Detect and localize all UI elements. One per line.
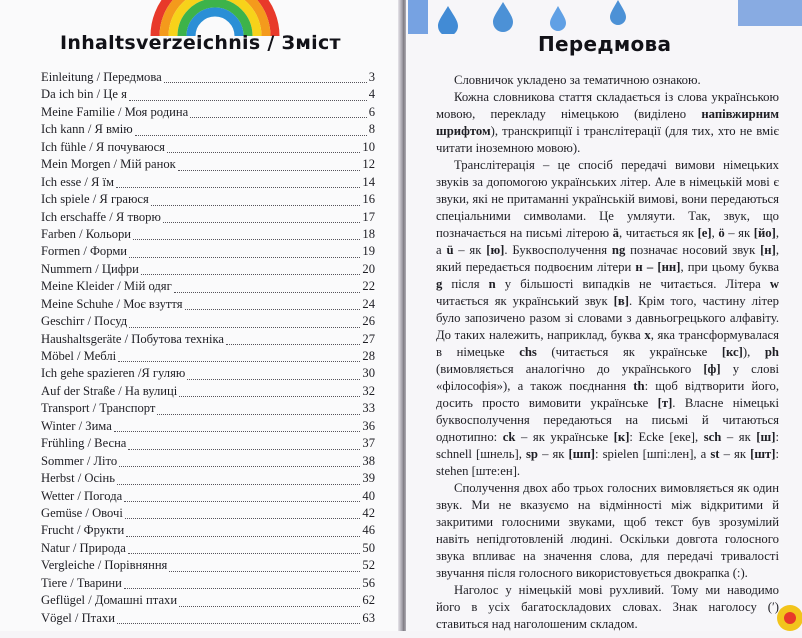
toc-leader-dots: [128, 552, 361, 554]
toc-entry-page: 26: [362, 314, 375, 329]
toc-entry-title: Tiere / Тварини: [41, 575, 122, 590]
text-run: – як українське: [515, 430, 614, 444]
toc-entry-title: Ich fühle / Я почуваюся: [41, 139, 165, 154]
text-run: . Крім того, частину літер було запозичено разом зі словами з давньогрецького алфавіту. До таких належить, наприклад, буква: [436, 294, 779, 342]
toc-entry-page: 38: [362, 453, 375, 468]
toc-entry-title: Gemüse / Овочі: [41, 505, 123, 520]
toc-entry-page: 28: [362, 349, 375, 363]
toc-entry: [41, 122, 375, 139]
toc-entry-page: 52: [362, 558, 375, 573]
drop-icon: [438, 6, 458, 34]
toc-entry-page: 16: [362, 192, 375, 207]
toc-entry-page: 33: [362, 401, 375, 416]
text-run: : щоб відтворити його, досить просто вимовити українське: [436, 379, 779, 410]
bold-term: w: [769, 277, 779, 291]
text-run: – як: [719, 447, 751, 461]
toc-leader-dots: [116, 186, 360, 188]
bold-term: x: [644, 328, 651, 342]
toc-leader-dots: [125, 517, 361, 519]
toc-entry-page: 3: [368, 70, 375, 84]
toc-leader-dots: [163, 221, 361, 223]
toc-entry-title: Auf der Straße / На вулиці: [41, 383, 178, 398]
text-run: у слові «філософія»), а також поєднання: [436, 362, 779, 393]
toc-leader-dots: [114, 430, 361, 432]
toc-entry-title: Ich spiele / Я граюся: [41, 192, 149, 207]
bold-term: [в]: [613, 294, 629, 308]
toc-entry: [41, 489, 375, 506]
bold-term: [к]: [613, 430, 630, 444]
toc-entry: [41, 506, 375, 523]
text-run: Транслітерація – це спосіб передачі вимови німецьких звуків за допомогою українських літер. Але в німецькій мові є звуки, які не притаманні українській вимові, вони передаються спеціальними символами. Це умляути. Так, звук, що позначається на письмі літерою: [436, 158, 779, 240]
contents-title: Inhaltsverzeichnis / Зміст: [60, 32, 341, 54]
toc-entry-page: 62: [362, 593, 375, 608]
toc-entry-title: Farben / Кольори: [41, 226, 132, 241]
toc-leader-dots: [119, 465, 360, 467]
toc-entry: [41, 471, 375, 488]
toc-entry: [41, 210, 375, 227]
toc-entry: [41, 175, 375, 192]
toc-entry-title: Wetter / Погода: [41, 488, 123, 503]
toc-entry-title: Geflügel / Домашні птахи: [41, 593, 178, 608]
toc-entry-title: Winter / Зима: [41, 418, 112, 433]
bold-term: ng: [611, 243, 626, 257]
toc-entry-title: Meine Familie / Моя родина: [41, 104, 189, 119]
text-run: Наголос у німецькій мові рухливий. Тому ми наводимо його в усіх багатоскладових словах. Знак наголосу (ʹ) ставиться над наголошеним складом.: [436, 583, 779, 631]
toc-leader-dots: [185, 308, 361, 310]
toc-entry: [41, 279, 375, 296]
toc-entry-page: 6: [368, 104, 375, 119]
toc-entry-page: 30: [362, 366, 375, 381]
toc-entry-page: 37: [362, 436, 375, 451]
toc-entry-page: 32: [362, 383, 375, 398]
text-run: . Власне німецькі буквосполучення передаються на письмі й читаються однотипно:: [436, 396, 779, 444]
bold-term: ck: [502, 430, 516, 444]
bold-term: н – [нн]: [635, 260, 681, 274]
bold-term: ü: [446, 243, 454, 257]
toc-entry: [41, 611, 375, 628]
toc-entry-page: 17: [362, 209, 375, 224]
toc-entry-title: Haushaltsgeräte / Побутова техніка: [41, 331, 224, 346]
toc-entry-title: Vögel / Птахи: [41, 610, 115, 625]
toc-entry: [41, 419, 375, 436]
bold-term: n: [488, 277, 496, 291]
preface-title: Передмова: [538, 32, 672, 56]
toc-entry: [41, 366, 375, 383]
preface-paragraph: [436, 480, 779, 582]
toc-entry: [41, 227, 375, 244]
toc-entry-page: 19: [362, 244, 375, 259]
text-run: ,: [711, 226, 719, 240]
toc-entry-page: 36: [362, 418, 375, 433]
toc-entry-page: 10: [362, 139, 375, 154]
toc-entry-title: Herbst / Осінь: [41, 471, 116, 486]
toc-entry: [41, 523, 375, 540]
decor-block: [408, 0, 428, 34]
toc-entry: [41, 332, 375, 349]
toc-entry-page: 27: [362, 331, 375, 346]
toc-leader-dots: [133, 238, 360, 240]
toc-entry-page: 39: [362, 471, 375, 486]
text-run: , при цьому буква: [680, 260, 779, 274]
text-run: у більшості випадків не читається. Літера: [495, 277, 770, 291]
toc-leader-dots: [135, 134, 367, 136]
toc-entry-page: 20: [362, 261, 375, 276]
toc-leader-dots: [187, 378, 360, 380]
toc-entry: [41, 140, 375, 157]
text-run: Кожна словникова стаття складається із слова українською мовою, перекладу німецькою (виділено: [436, 90, 779, 121]
toc-entry-page: 50: [362, 540, 375, 555]
bold-term: sch: [703, 430, 722, 444]
toc-entry-page: 18: [362, 226, 375, 241]
toc-entry: [41, 384, 375, 401]
toc-entry: [41, 70, 375, 87]
bold-term: g: [436, 277, 443, 291]
toc-entry: [41, 349, 375, 366]
toc-leader-dots: [128, 448, 360, 450]
toc-entry-title: Frühling / Весна: [41, 436, 127, 451]
bold-term: [кс]: [721, 345, 743, 359]
bold-term: st: [710, 447, 720, 461]
toc-leader-dots: [178, 169, 361, 171]
toc-leader-dots: [164, 81, 367, 83]
toc-entry-page: 63: [362, 610, 375, 625]
toc-entry: [41, 297, 375, 314]
table-of-contents: [41, 70, 375, 628]
toc-entry-title: Ich gehe spazieren /Я гуляю: [41, 366, 186, 381]
preface-paragraph: [436, 157, 779, 480]
flower-icon: [770, 598, 802, 638]
toc-entry: [41, 454, 375, 471]
preface-paragraph: [436, 89, 779, 157]
bold-term: [ш]: [756, 430, 776, 444]
text-run: читається як український звук: [436, 294, 614, 308]
text-run: : stehen [ште:ен].: [436, 447, 780, 478]
text-run: . Буквосполучення: [504, 243, 612, 257]
text-run: , який передається подвоєним літери: [436, 243, 780, 274]
toc-entry: [41, 87, 375, 104]
text-run: – як: [724, 226, 754, 240]
drop-icon: [550, 6, 566, 31]
toc-entry: [41, 558, 375, 575]
toc-leader-dots: [129, 326, 360, 328]
bold-term: [ф]: [703, 362, 721, 376]
toc-entry-title: Meine Kleider / Мій одяг: [41, 279, 172, 294]
toc-entry-page: 14: [362, 174, 375, 189]
text-run: – як: [453, 243, 487, 257]
toc-leader-dots: [169, 570, 360, 572]
toc-leader-dots: [124, 587, 361, 589]
toc-entry-title: Formen / Форми: [41, 244, 128, 259]
toc-entry-page: 8: [368, 122, 375, 137]
preface-paragraph: [436, 72, 779, 89]
preface-text: [436, 72, 779, 633]
toc-leader-dots: [129, 256, 360, 258]
toc-entry-title: Ich kann / Я вмію: [41, 122, 133, 137]
toc-leader-dots: [167, 151, 360, 153]
toc-entry: [41, 541, 375, 558]
bold-term: ä: [612, 226, 620, 240]
drop-icon: [493, 2, 513, 32]
text-run: , а: [436, 226, 779, 257]
toc-entry-title: Sommer / Літо: [41, 453, 118, 468]
toc-entry-page: 42: [362, 505, 375, 520]
text-run: : spielen [шпі:лен], а: [595, 447, 711, 461]
bold-term: [т]: [657, 396, 673, 410]
toc-entry-title: Natur / Природа: [41, 540, 126, 555]
text-run: ),: [742, 345, 765, 359]
bold-term: [шт]: [750, 447, 776, 461]
bold-term: ph: [764, 345, 779, 359]
text-run: ), транскрипції і транслітерації (для тих, хто не вміє читати іноземною мовою).: [436, 124, 779, 155]
toc-entry-title: Mein Morgen / Мій ранок: [41, 157, 176, 172]
preface-paragraph: [436, 582, 779, 633]
toc-entry-title: Da ich bin / Це я: [41, 87, 127, 102]
toc-entry-page: 22: [362, 279, 375, 294]
toc-entry-title: Geschirr / Посуд: [41, 314, 128, 329]
bold-term: [н]: [760, 243, 776, 257]
toc-entry-title: Frucht / Фрукти: [41, 523, 125, 538]
bold-term: th: [633, 379, 645, 393]
toc-leader-dots: [141, 273, 361, 275]
toc-entry-page: 4: [368, 87, 375, 102]
text-run: , яка трансформувалася в німецьке: [436, 328, 779, 359]
toc-leader-dots: [129, 99, 367, 101]
bold-term: chs: [519, 345, 537, 359]
toc-leader-dots: [190, 116, 367, 118]
text-run: – як: [538, 447, 569, 461]
bold-term: [е]: [697, 226, 712, 240]
toc-entry-page: 24: [362, 296, 375, 311]
left-page: [0, 0, 401, 631]
text-run: після: [442, 277, 489, 291]
toc-entry: [41, 401, 375, 418]
toc-entry: [41, 576, 375, 593]
toc-entry-page: 12: [362, 157, 375, 172]
toc-entry-title: Vergleiche / Порівняння: [41, 558, 168, 573]
toc-leader-dots: [117, 483, 360, 485]
text-run: (вимовляється аналогічно до українського: [436, 362, 704, 376]
toc-entry-title: Meine Schuhe / Моє взуття: [41, 296, 183, 311]
text-run: (читається як українське: [536, 345, 722, 359]
bold-term: ö: [718, 226, 725, 240]
toc-leader-dots: [118, 360, 360, 362]
toc-leader-dots: [151, 204, 361, 206]
toc-leader-dots: [126, 535, 360, 537]
toc-entry: [41, 192, 375, 209]
toc-entry: [41, 244, 375, 261]
toc-entry: [41, 593, 375, 610]
text-run: : Ecke [еке],: [629, 430, 704, 444]
toc-entry-page: 56: [362, 575, 375, 590]
toc-entry: [41, 314, 375, 331]
toc-entry-title: Einleitung / Передмова: [41, 70, 162, 84]
text-run: позначає носовий звук: [625, 243, 761, 257]
toc-entry: [41, 262, 375, 279]
toc-leader-dots: [124, 500, 360, 502]
toc-entry-title: Nummern / Цифри: [41, 261, 139, 276]
toc-entry-title: Ich esse / Я їм: [41, 174, 115, 189]
toc-leader-dots: [174, 291, 361, 293]
bold-term: [ю]: [486, 243, 505, 257]
toc-leader-dots: [179, 395, 360, 397]
toc-leader-dots: [179, 605, 360, 607]
bold-term: [шп]: [568, 447, 596, 461]
toc-entry: [41, 157, 375, 174]
toc-leader-dots: [226, 343, 360, 345]
text-run: Сполучення двох або трьох голосних вимовляється як один звук. Ми не вказуємо на відмінності між відкритими й закритими голосними звуками, щоб текст був зрозумілий навіть непідготовленій людині. Оскільки довгота голосного звука впливає на значення слова, для передачі тривалості звучання після голосного використовується двокрапка (:).: [436, 481, 779, 580]
bold-term: [йо]: [753, 226, 776, 240]
toc-entry: [41, 436, 375, 453]
toc-leader-dots: [117, 622, 360, 624]
toc-leader-dots: [157, 413, 360, 415]
toc-entry-title: Möbel / Меблі: [41, 349, 117, 363]
water-drops-decoration: [408, 0, 802, 34]
toc-entry-title: Ich erschaffe / Я творю: [41, 209, 161, 224]
decor-block: [738, 0, 802, 26]
toc-entry-title: Transport / Транспорт: [41, 401, 156, 416]
bold-term: sp: [526, 447, 538, 461]
text-run: : schnell [шнель],: [436, 430, 779, 461]
toc-entry-page: 40: [362, 488, 375, 503]
bold-term: напівжирним шрифтом: [436, 107, 779, 138]
text-run: Словничок укладено за тематичною ознакою.: [454, 73, 701, 87]
toc-entry: [41, 105, 375, 122]
toc-entry-page: 46: [362, 523, 375, 538]
text-run: – як: [721, 430, 757, 444]
drop-icon: [610, 0, 626, 25]
text-run: , читається як: [619, 226, 698, 240]
